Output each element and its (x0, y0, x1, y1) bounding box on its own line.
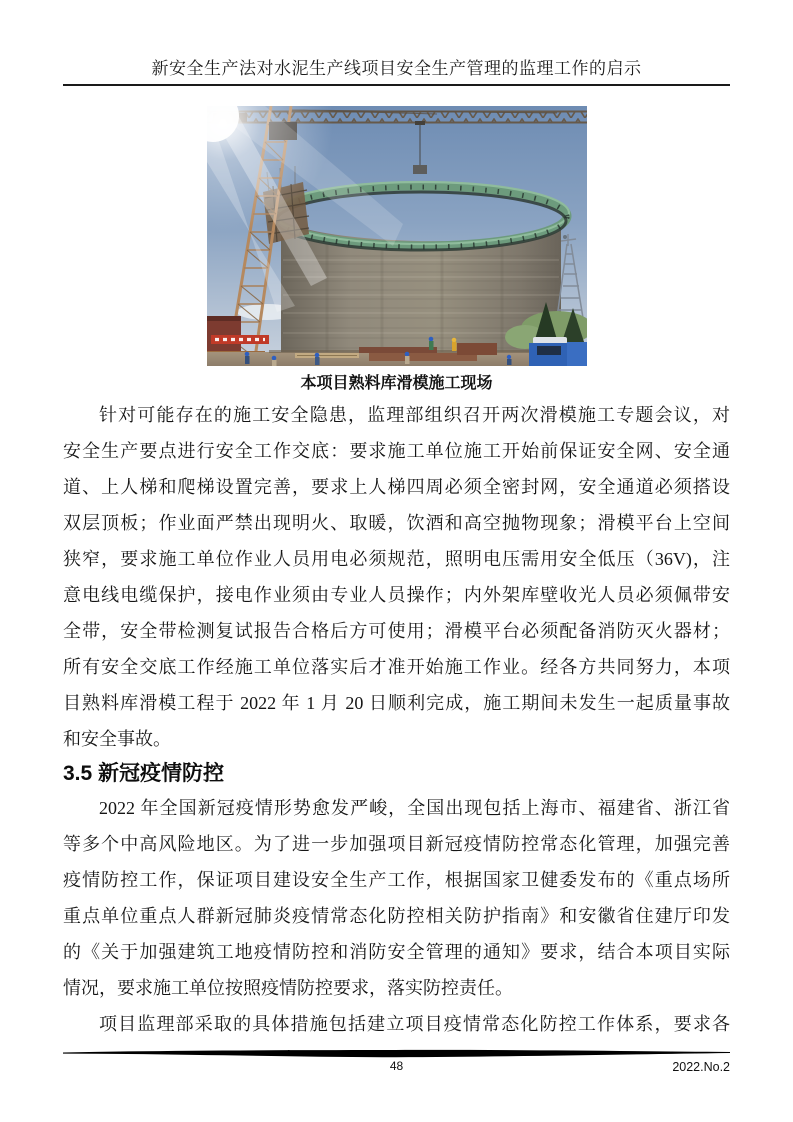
page-footer (63, 1048, 730, 1077)
section-heading-covid: 3.5 新冠疫情防控 (63, 762, 225, 785)
paragraph-covid-policy (63, 790, 730, 1006)
figure-block (0, 106, 793, 395)
page-number: 48 (389, 1059, 404, 1073)
text-line: 情况，要求施工单位按照疫情防控要求，落实防控责任。 (63, 978, 513, 998)
header-rule (63, 84, 730, 86)
text-line: 2022 年全国新冠疫情形势愈发严峻，全国出现包括上海市、福建省、浙江省 (99, 798, 730, 818)
paragraph-covid-measures (63, 1006, 730, 1042)
text-line: 意电线电缆保护，接电作业须由专业人员操作；内外架库壁收光人员必须佩带安 (63, 585, 730, 605)
issue-number: 2022.No.2 (672, 1060, 730, 1074)
body-content (63, 397, 730, 1042)
text-line: 所有安全交底工作经施工单位落实后才准开始施工作业。经各方共同努力，本项 (63, 657, 730, 677)
text-line: 针对可能存在的施工安全隐患，监理部组织召开两次滑模施工专题会议，对 (99, 405, 730, 425)
text-line: 疫情防控工作，保证项目建设安全生产工作，根据国家卫健委发布的《重点场所 (63, 870, 730, 890)
text-line: 重点单位重点人群新冠肺炎疫情常态化防控相关防护指南》和安徽省住建厅印发 (63, 906, 730, 926)
text-line: 狭窄，要求施工单位作业人员用电必须规范，照明电压需用安全低压（36V)，注 (63, 549, 730, 569)
text-line: 的《关于加强建筑工地疫情防控和消防安全管理的通知》要求，结合本项目实际 (63, 942, 730, 962)
page-title: 新安全生产法对水泥生产线项目安全生产管理的监理工作的启示 (151, 59, 642, 78)
text-line: 目熟料库滑模工程于 2022 年 1 月 20 日顺利完成，施工期间未发生一起质量事故 (63, 693, 730, 713)
text-line: 和安全事故。 (63, 729, 171, 749)
construction-photo (207, 106, 587, 366)
text-line: 全带，安全带检测复试报告合格后方可使用；滑模平台必须配备消防灭火器材； (63, 621, 730, 641)
paragraph-slipform-safety (63, 397, 730, 757)
text-line: 项目监理部采取的具体措施包括建立项目疫情常态化防控工作体系，要求各 (99, 1014, 730, 1034)
text-line: 等多个中高风险地区。为了进一步加强项目新冠疫情防控常态化管理，加强完善 (63, 834, 730, 854)
text-line: 道、上人梯和爬梯设置完善，要求上人梯四周必须全密封网，安全通道必须搭设 (63, 477, 730, 497)
text-line: 双层顶板；作业面严禁出现明火、取暖，饮酒和高空抛物现象；滑模平台上空间 (63, 513, 730, 533)
text-line: 安全生产要点进行安全工作交底：要求施工单位施工开始前保证安全网、安全通 (63, 441, 730, 461)
photo-caption: 本项目熟料库滑模施工现场 (300, 375, 493, 392)
